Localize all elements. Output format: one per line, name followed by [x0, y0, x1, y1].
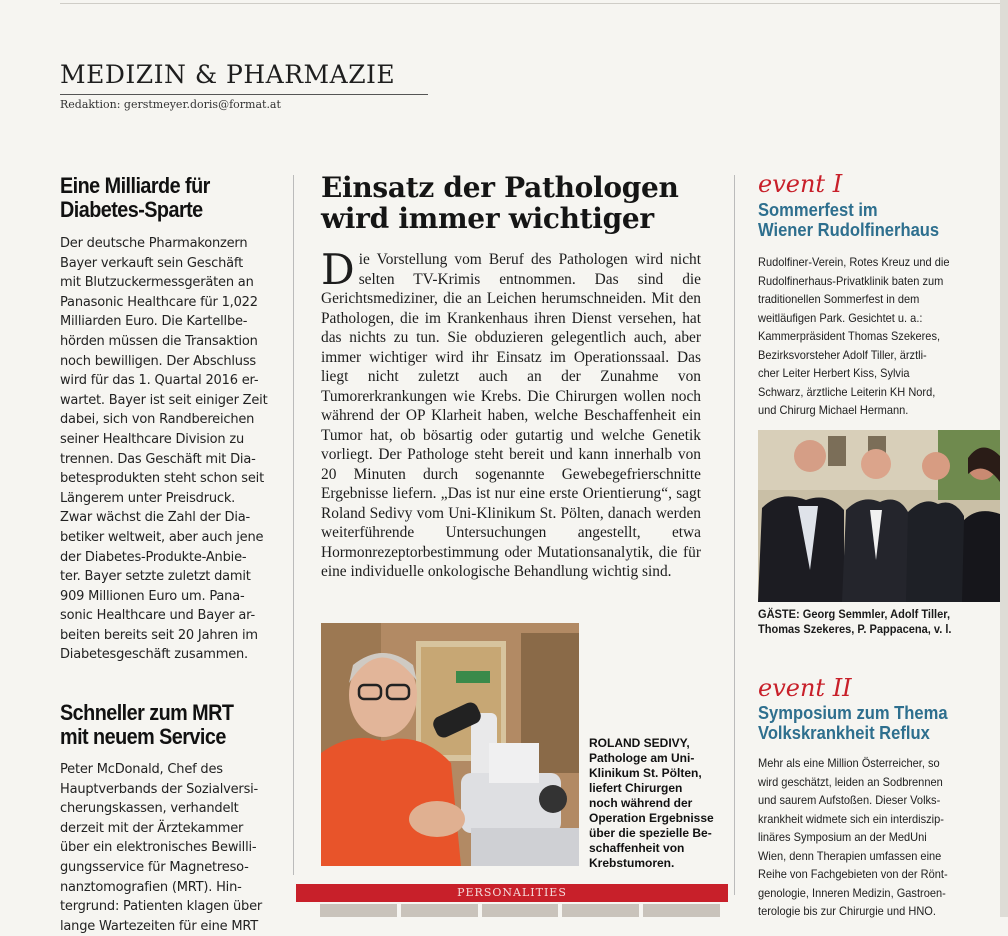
event1-title: Sommerfest im Wiener Rudolfinerhaus: [758, 200, 940, 240]
thumbnail: [401, 904, 478, 917]
article2-body: Peter McDonald, Chef des Hauptverbands der Sozialversi- cherungskassen, verhandelt derzeit mit der Ärztekammer über ein elektronisches Bewilli- gungsservice für Magnetreso- nanztomografien (MRT). Hin- tergrund: Patienten klagen über lange Wartezeiten für eine MRT: [60, 762, 263, 934]
main-headline: Einsatz der Pathologen wird immer wichtiger: [321, 171, 679, 235]
event1-caption: GÄSTE: Georg Semmler, Adolf Tiller, Thomas Szekeres, P. Pappacena, v. l.: [758, 607, 952, 636]
event1-group-photo: [758, 430, 1000, 602]
page-edge: [1000, 0, 1008, 917]
event1-body: Rudolfiner-Verein, Rotes Kreuz und die Rudolfinerhaus-Privatklinik baten zum traditionellen Sommerfest in dem weitläufigen Park. Gesichtet u. a.: Kammerpräsident Thomas Szekeres, Bezirksvorsteher Adolf Tiller, ärztli- cher Leiter Herbert Kiss, Sylvia Schwarz, ärztliche Leiterin KH Nord, und Chirurg Michael Hermann.: [758, 255, 950, 417]
top-rule: [60, 3, 1000, 4]
personalities-banner: PERSONALITIES: [296, 884, 728, 902]
thumbnail: [562, 904, 639, 917]
event2-title: Symposium zum Thema Volkskrankheit Reflux: [758, 703, 948, 743]
drop-cap: D: [321, 245, 355, 294]
section-title: MEDIZIN & PHARMAZIE: [60, 60, 396, 89]
article1-body: Der deutsche Pharmakonzern Bayer verkauft sein Geschäft mit Blutzuckermessgeräten an Panasonic Healthcare für 1,022 Milliarden Euro. Die Kartellbe- hörden müssen die Transaktion noch bewilligen. Der Abschluss wird für das 1. Quartal 2016 er- wartet. Bayer ist seit einiger Zeit dabei, sich von Randbereichen seiner Healthcare Division zu trennen. Das Geschäft mit Dia- betesprodukten steht schon seit Längerem unter Preisdruck. Zwar wächst die Zahl der Dia- betiker weltweit, aber auch jene der Diabetes-Produkte-Anbie- ter. Bayer setzte zuletzt damit 909 Millionen Euro um. Pana- sonic Healthcare und Bayer ar- beiten bereits seit 20 Jahren im Diabetesgeschäft zusammen.: [60, 236, 268, 663]
section-rule: [60, 94, 428, 95]
column-separator-right: [734, 175, 735, 895]
main-article-text: ie Vorstellung vom Beruf des Pathologen wird nicht selten TV-Krimis entnommen. Das sind die Gerichtsmediziner, die an Leichen herumschneiden. Mit den Pathologen, die im Krankenhaus ihren Dienst versehen, hat das nichts zu tun. Sie obduzieren gelegentlich auch, aber immer wichtiger wird ihr Einsatz im Operationssaal. Das liegt nicht zuletzt auch an der Zunahme von Tumorerkrankungen wie Krebs. Die Chirurgen wollen noch während der OP Klarheit haben, welche Beschaffenheit ein Tumor hat, ob bösartig oder gutartig und welche Genetik vorliegt. Der Pathologe steht bereit und kann innerhalb von 20 Minuten durch sogenannte Gewebegefrierschnitte Ergebnisse liefern. „Das ist nur eine erste Orientierung“, sagt Roland Sedivy vom Uni-Klinikum St. Pölten, danach werden weiterführende Untersuchungen angestellt, etwa Hormonrezeptorbestimmung oder Mutationsanalytik, die für eine individuelle onkologische Behandlung wichtig sind.: [321, 251, 701, 580]
event2-body: Mehr als eine Million Österreicher, so wird geschätzt, leiden an Sodbrennen und saurem Aufstoßen. Dieser Volks- krankheit widmete sich ein interdiszip- linäres Symposium an der MedUni Wien, denn Therapien umfassen eine Reihe von Fachgebieten von der Rönt- genologie, Inneren Medizin, Gastroen- terologie bis zur Chirurgie und HNO.: [758, 756, 948, 918]
thumbnail: [482, 904, 559, 917]
thumbnail: [643, 904, 720, 917]
article1-headline: Eine Milliarde für Diabetes-Sparte: [60, 173, 210, 222]
photo-caption-main: ROLAND SEDIVY, Pathologe am Uni- Klinikum St. Pölten, liefert Chirurgen noch während der Operation Ergebnisse über die spezielle Be- schaffenheit von Krebstumoren.: [589, 736, 714, 870]
event1-label: event I: [758, 170, 843, 198]
event2-label: event II: [758, 674, 852, 702]
article2-headline: Schneller zum MRT mit neuem Service: [60, 700, 234, 749]
redaktion-line: Redaktion: gerstmeyer.doris@format.at: [60, 98, 281, 111]
personalities-thumbnails: [320, 904, 720, 917]
thumbnail: [320, 904, 397, 917]
pathologist-photo: [321, 623, 579, 866]
column-separator-left: [293, 175, 294, 875]
main-article-body: [321, 245, 701, 582]
